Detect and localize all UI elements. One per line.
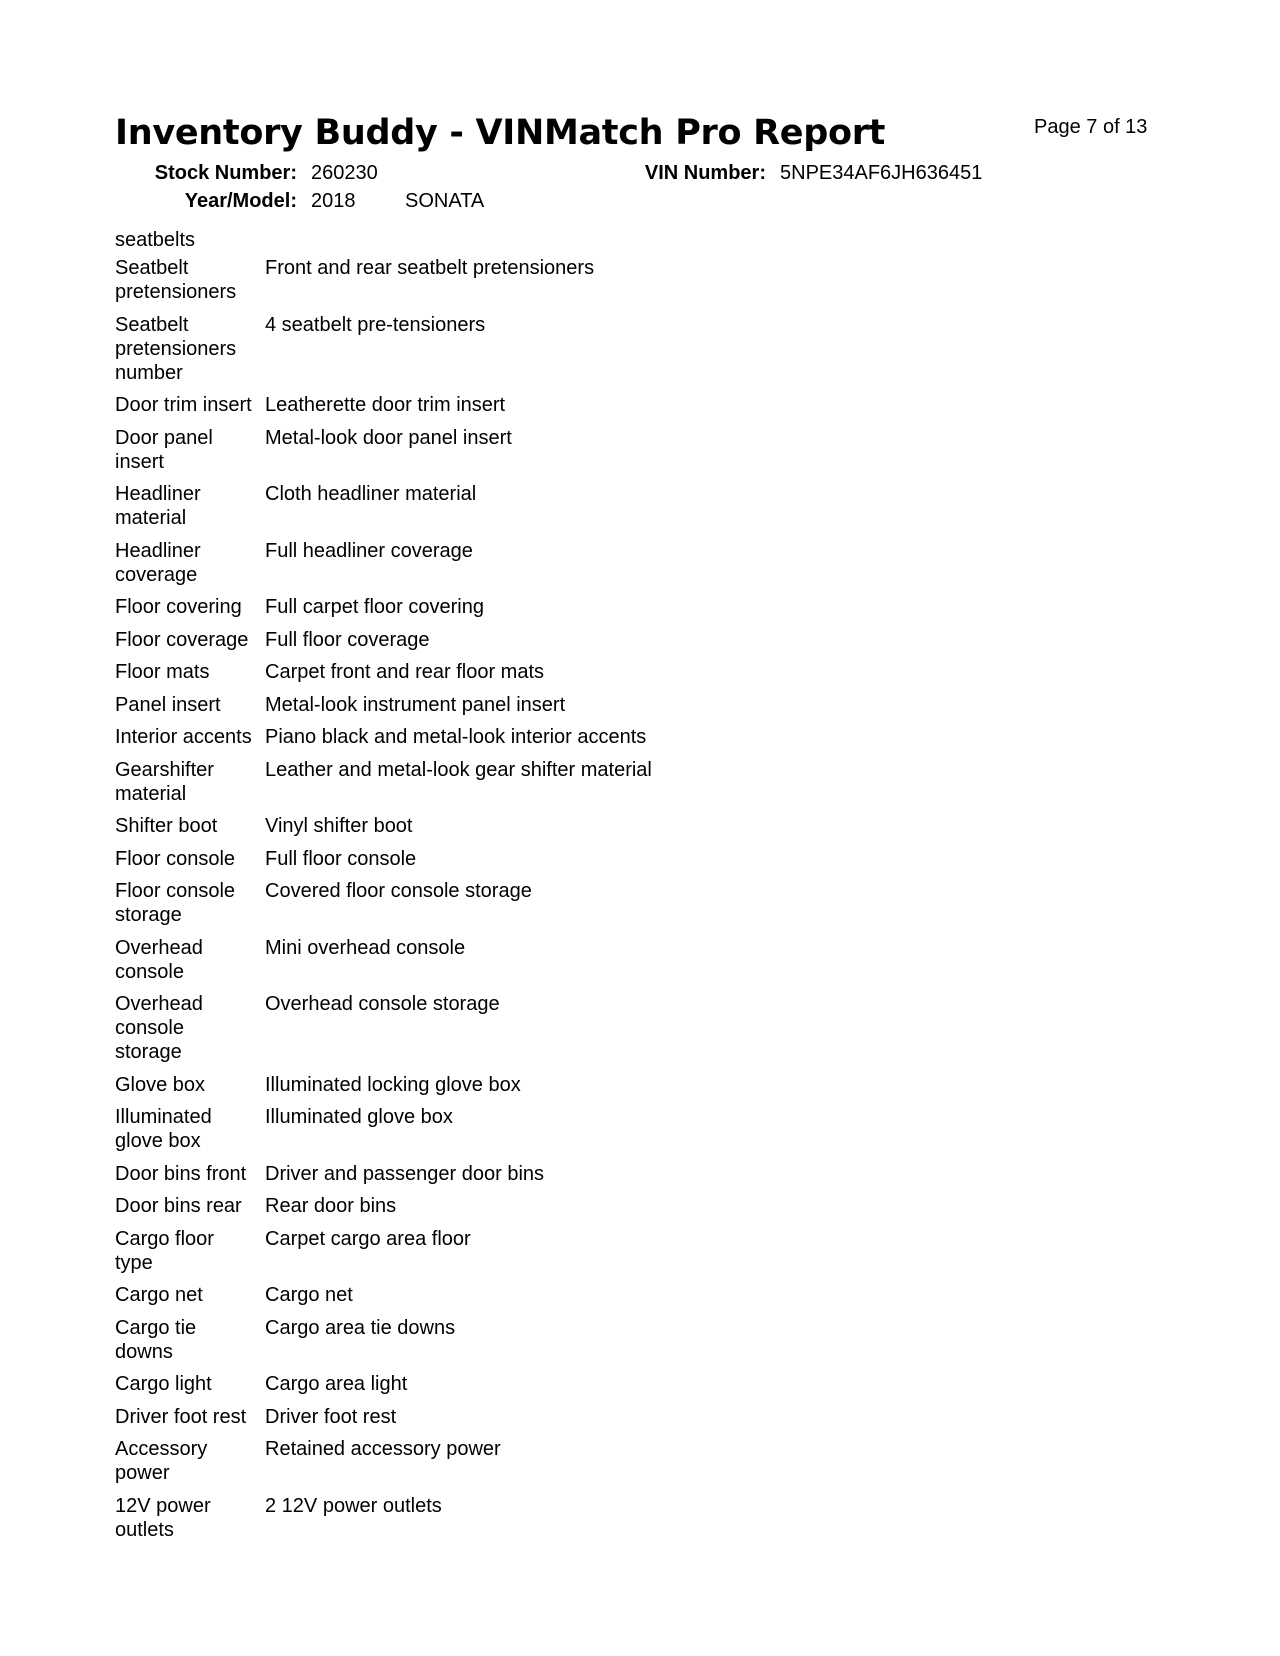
feature-row: [115, 1372, 815, 1396]
feature-label: Floor coverage: [115, 628, 249, 651]
feature-value: Cargo area tie downs: [265, 1316, 456, 1339]
feature-value: Driver foot rest: [265, 1405, 397, 1428]
feature-label: Door trim insert: [115, 394, 252, 416]
feature-value: Full floor console: [265, 847, 417, 870]
feature-label: Overhead console storage: [115, 993, 203, 1063]
feature-row: [115, 482, 815, 530]
feature-label: Driver foot rest: [115, 1405, 247, 1428]
feature-row: [115, 1227, 815, 1275]
feature-row: [115, 879, 815, 927]
feature-row: [115, 1073, 815, 1097]
feature-row: [115, 1105, 815, 1153]
feature-value: Overhead console storage: [265, 993, 500, 1015]
section-heading: seatbelts: [115, 229, 196, 251]
feature-row: [115, 936, 815, 984]
feature-row: [115, 539, 815, 587]
feature-value: 4 seatbelt pre-tensioners: [265, 313, 486, 336]
feature-row: [115, 847, 815, 871]
feature-value: Full carpet floor covering: [265, 596, 484, 618]
feature-row: [115, 1162, 815, 1186]
feature-label: 12V power outlets: [115, 1494, 211, 1541]
feature-label: Floor mats: [115, 661, 210, 683]
feature-label: Headliner material: [115, 483, 201, 529]
feature-label: Interior accents: [115, 726, 252, 748]
feature-row: [115, 1316, 815, 1364]
feature-row: [115, 725, 815, 749]
feature-row: [115, 992, 815, 1064]
year-model-label: Year/Model:: [184, 190, 297, 212]
feature-row: [115, 814, 815, 838]
feature-value: Carpet cargo area floor: [265, 1227, 471, 1250]
feature-value: Driver and passenger door bins: [265, 1162, 545, 1185]
feature-row: [115, 595, 815, 619]
feature-value: Carpet front and rear floor mats: [265, 661, 545, 683]
feature-row: [115, 1437, 815, 1485]
feature-value: Illuminated locking glove box: [265, 1073, 521, 1096]
feature-label: Door bins front: [115, 1162, 247, 1185]
feature-label: Shifter boot: [115, 815, 218, 837]
feature-label: Seatbelt pretensioners number: [115, 313, 237, 384]
feature-value: Cargo area light: [265, 1373, 408, 1395]
feature-value: Full floor coverage: [265, 628, 430, 651]
feature-value: Piano black and metal-look interior accents: [265, 726, 647, 748]
feature-value: Illuminated glove box: [265, 1106, 453, 1128]
feature-label: Cargo floor type: [115, 1227, 214, 1274]
report-title: Inventory Buddy - VINMatch Pro Report: [115, 113, 886, 153]
vin-number-label: VIN Number:: [644, 162, 766, 184]
feature-row: [115, 1283, 815, 1307]
feature-value: Rear door bins: [265, 1195, 397, 1217]
feature-label: Floor console: [115, 847, 236, 870]
feature-label: Seatbelt pretensioners: [115, 257, 237, 303]
feature-value: Leatherette door trim insert: [265, 394, 506, 416]
feature-row: [115, 628, 815, 652]
feature-row: [115, 426, 815, 474]
feature-label: Door bins rear: [115, 1195, 242, 1217]
page-number: Page 7 of 13: [1034, 116, 1148, 138]
feature-list: [115, 256, 815, 1550]
feature-label: Illuminated glove box: [115, 1106, 212, 1152]
vin-number-value: 5NPE34AF6JH636451: [780, 162, 983, 184]
stock-number-value: 260230: [311, 162, 378, 184]
feature-label: Glove box: [115, 1073, 206, 1096]
feature-row: [115, 1494, 815, 1542]
feature-row: [115, 1194, 815, 1218]
feature-value: Metal-look door panel insert: [265, 426, 512, 449]
feature-row: [115, 758, 815, 806]
feature-label: Accessory power: [115, 1438, 208, 1484]
feature-label: Headliner coverage: [115, 539, 201, 586]
feature-label: Cargo light: [115, 1373, 212, 1395]
feature-row: [115, 1405, 815, 1429]
feature-row: [115, 693, 815, 717]
feature-value: Full headliner coverage: [265, 539, 473, 562]
feature-label: Floor covering: [115, 596, 242, 618]
feature-row: [115, 660, 815, 684]
feature-label: Panel insert: [115, 693, 221, 716]
feature-value: Cargo net: [265, 1284, 353, 1306]
feature-value: Retained accessory power: [265, 1438, 501, 1460]
stock-number-label: Stock Number:: [154, 162, 297, 184]
feature-value: Cloth headliner material: [265, 483, 477, 505]
feature-value: Covered floor console storage: [265, 880, 532, 902]
model-value: SONATA: [405, 190, 485, 212]
feature-row: [115, 256, 815, 304]
feature-value: Leather and metal-look gear shifter material: [265, 758, 652, 781]
feature-value: Front and rear seatbelt pretensioners: [265, 257, 595, 279]
feature-label: Cargo tie downs: [115, 1316, 197, 1363]
feature-row: [115, 393, 815, 417]
feature-value: 2 12V power outlets: [265, 1494, 442, 1517]
feature-label: Gearshifter material: [115, 758, 214, 805]
feature-label: Overhead console: [115, 936, 203, 983]
feature-row: [115, 313, 815, 385]
feature-label: Floor console storage: [115, 880, 236, 926]
feature-value: Metal-look instrument panel insert: [265, 693, 566, 716]
year-value: 2018: [311, 190, 356, 212]
feature-label: Cargo net: [115, 1284, 203, 1306]
feature-label: Door panel insert: [115, 426, 213, 473]
feature-value: Mini overhead console: [265, 936, 466, 959]
feature-value: Vinyl shifter boot: [265, 815, 413, 837]
